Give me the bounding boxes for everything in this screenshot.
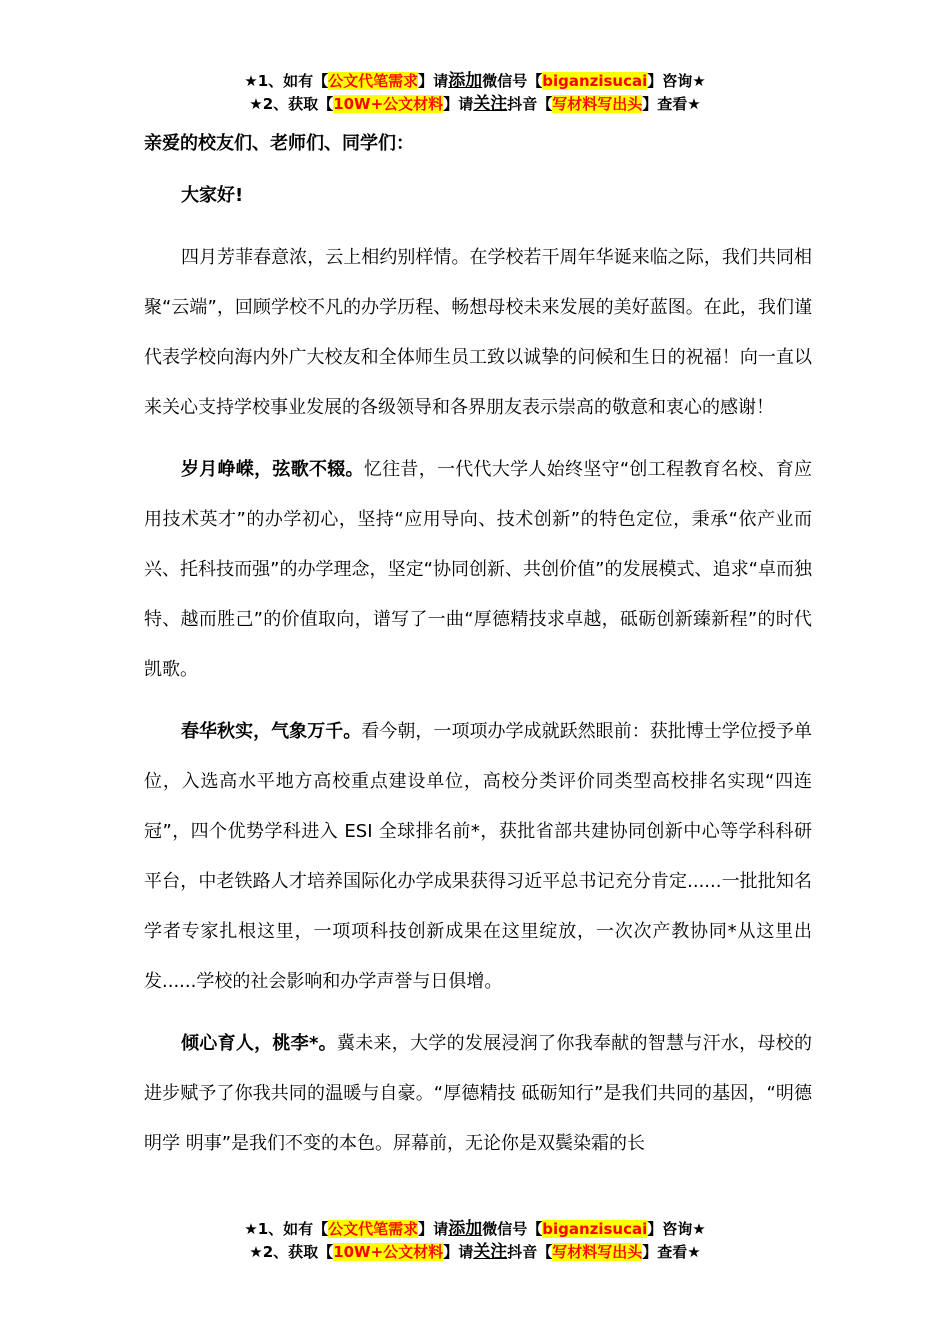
banner-text: 】请 [443,1243,474,1261]
banner-line-1 [0,70,950,93]
paragraph-1 [144,233,812,433]
banner-emphasis: 关注 [473,1242,508,1262]
banner-emphasis: 添加 [448,71,483,91]
banner-text: 】请 [418,1220,449,1238]
banner-text: 微信号【 [482,1220,543,1238]
banner-highlight: 写材料写出头 [552,1243,643,1261]
paragraph-4 [144,1019,812,1169]
banner-line-2 [0,1241,950,1264]
paragraph-heading: 倾心育人，桃李*。 [181,1033,337,1054]
paragraph-2 [144,445,812,695]
banner-text: 】查看★ [642,95,701,113]
banner-highlight: biganzisucai [542,1220,648,1238]
banner-text: 】查看★ [642,1243,701,1261]
banner-text: ★2、获取【 [249,95,334,113]
banner-text: 】咨询★ [647,72,706,90]
paragraph-heading: 岁月峥嵘，弦歌不辍。 [181,459,364,480]
banner-text: 】咨询★ [647,1220,706,1238]
banner-text: ★1、如有【 [244,72,329,90]
greeting: 大家好! [181,185,244,206]
banner-text: 抖音【 [507,95,553,113]
banner-line-1 [0,1218,950,1241]
paragraph-text: 冀未来，大学的发展浸润了你我奉献的智慧与汗水，母校的进步赋予了你我共同的温暖与自豪。“厚德精技 砥砺知行”是我们共同的基因，“明德 明学 明事”是我们不变的本色。屏幕前，无论你是双鬓染霜的长 [144,1033,812,1154]
paragraph-heading: 春华秋实，气象万千。 [181,721,362,742]
paragraph-3 [144,707,812,1007]
banner-text: 微信号【 [482,72,543,90]
paragraph-text: 四月芳菲春意浓，云上相约别样情。在学校若干周年华诞来临之际，我们共同相聚“云端”，回顾学校不凡的办学历程、畅想母校未来发展的美好蓝图。在此，我们谨代表学校向海内外广大校友和全体师生员工致以诚挚的问候和生日的祝福！向一直以来关心支持学校事业发展的各级领导和各界朋友表示崇高的敬意和衷心的感谢！ [144,247,812,418]
banner-highlight: 公文代笔需求 [328,1220,419,1238]
banner-text: 】请 [418,72,449,90]
banner-emphasis: 关注 [473,94,508,114]
paragraph-text: 看今朝，一项项办学成就跃然眼前：获批博士学位授予单位，入选高水平地方高校重点建设单位，高校分类评价同类型高校排名实现“四连冠”，四个优势学科进入 ESI 全球排名前*，获批省部共建协同创新中心等学科科研平台，中老铁路人才培养国际化办学成果获得习近平总书记充分肯定......一批批知名学者专家扎根这里，一项项科技创新成果在这里绽放，一次次产教协同*从这里出发......学校的社会影响和办学声誉与日俱增。 [144,721,813,992]
salutation: 亲爱的校友们、老师们、同学们： [144,133,414,154]
banner-emphasis: 添加 [448,1219,483,1239]
banner-line-2 [0,93,950,116]
banner-text: ★2、获取【 [249,1243,334,1261]
bottom-banner [0,1218,950,1264]
paragraph-text: 忆往昔，一代代大学人始终坚守“创工程教育名校、育应用技术英才”的办学初心，坚持“应用导向、技术创新”的特色定位，秉承“依产业而兴、托科技而强”的办学理念，坚定“协同创新、共创价值”的发展模式、追求“卓而独特、越而胜己”的价值取向，谱写了一曲“厚德精技求卓越，砥砺创新臻新程”的时代凯歌。 [144,459,812,680]
banner-highlight: 写材料写出头 [552,95,643,113]
banner-highlight: biganzisucai [542,72,648,90]
banner-highlight: 10W+公文材料 [333,95,444,113]
top-banner [0,70,950,116]
banner-text: 抖音【 [507,1243,553,1261]
banner-highlight: 公文代笔需求 [328,72,419,90]
banner-highlight: 10W+公文材料 [333,1243,444,1261]
document-body [144,121,812,1169]
banner-text: ★1、如有【 [244,1220,329,1238]
banner-text: 】请 [443,95,474,113]
